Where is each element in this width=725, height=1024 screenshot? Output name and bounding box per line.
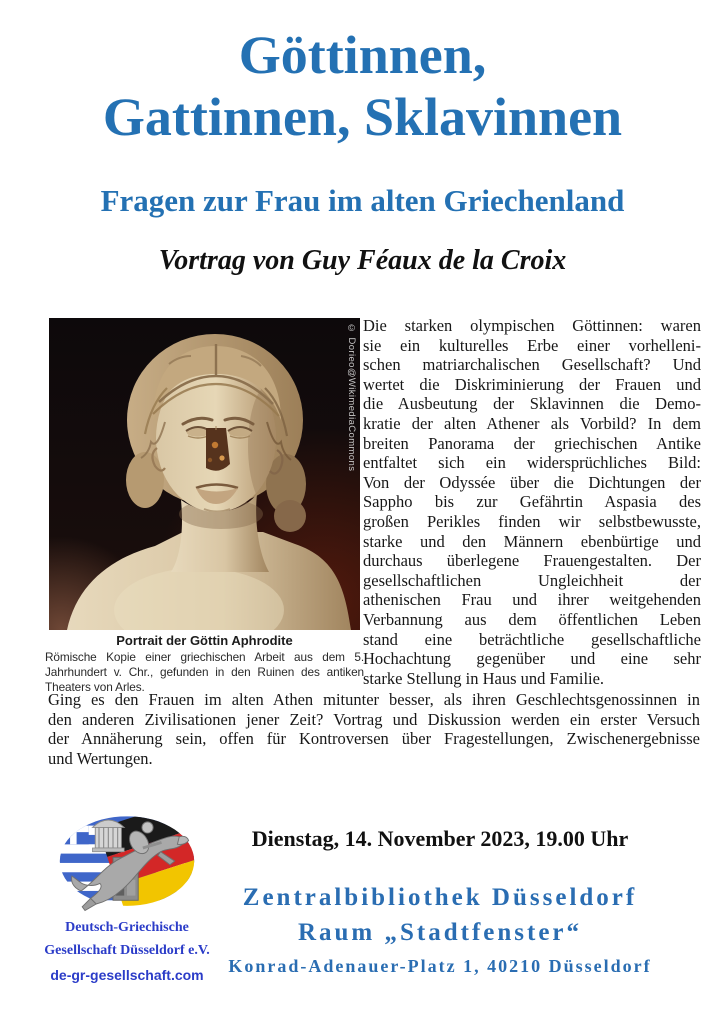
aphrodite-photo xyxy=(49,318,360,630)
body-line: breiten Panorama der griechischen Antike xyxy=(363,433,701,453)
subtitle: Fragen zur Frau im alten Griechenland xyxy=(100,183,625,218)
paragraph-line: der Annäherung sein, offen für Kontroversen über Fragestellungen, Zwischenergebnisse xyxy=(48,729,700,749)
title-line-2: Gattinnen, Sklavinnen xyxy=(102,87,623,147)
caption-text xyxy=(45,650,364,694)
body-line: kratie der alten Athener als Vorbild? In dem xyxy=(363,413,701,433)
paragraph-line: den anderen Zivilisationen jener Zeit? Vortrag und Diskussion werden ein erster Versuch xyxy=(48,709,700,729)
body-column xyxy=(363,316,701,688)
event-datetime: Dienstag, 14. November 2023, 19.00 Uhr xyxy=(251,826,629,851)
body-line: starke Stellung in Haus und Familie. xyxy=(363,668,605,688)
body-line: sie ein kulturelles Erbe einer vorhelleni- xyxy=(363,335,701,355)
body-line: wertet die Diskriminierung der Frauen und xyxy=(363,374,701,394)
lecture-title: Vortrag von Guy Féaux de la Croix xyxy=(158,245,567,276)
photo-credit: © Dorieo@WikimediaCommons xyxy=(346,323,357,472)
page-title xyxy=(0,24,725,148)
caption-title: Portrait der Göttin Aphrodite xyxy=(116,633,293,648)
caption-line: Römische Kopie einer griechischen Arbeit aus dem 5. xyxy=(45,650,364,664)
body-line: schen matriarchalischen Gesellschaft? Und xyxy=(363,355,701,375)
body-line: athenischen Frau und ihrer weitgehenden xyxy=(363,590,701,610)
paragraph-line: Ging es den Frauen im alten Athen mitunter besser, als ihren Geschlechtsgenossinnen in xyxy=(48,690,700,709)
body-line: durchaus überlegene Frauengestalten. Der xyxy=(363,551,701,571)
caption-line: Jahrhundert v. Chr., gefunden in den Ruinen des antiken xyxy=(45,664,364,679)
org-name-line2: Gesellschaft Düsseldorf e.V. xyxy=(44,943,210,958)
title-line-1: Göttinnen, xyxy=(238,25,487,85)
body-line: Von der Odyssée über die Dichtungen der xyxy=(363,472,701,492)
tower-icon xyxy=(92,820,124,852)
body-line: Verbannung aus dem öffentlichen Leben xyxy=(363,609,701,629)
org-name-line1: Deutsch-Griechische xyxy=(65,920,189,935)
body-line: Sappho bis zur Gefährtin Aspasia des xyxy=(363,492,701,512)
closing-paragraph xyxy=(48,690,700,768)
org-website-link[interactable]: de-gr-gesellschaft.com xyxy=(50,967,204,983)
venue-name: Zentralbibliothek Düsseldorf xyxy=(242,884,638,911)
body-line: entfaltet sich ein widersprüchliches Bild: xyxy=(363,453,701,473)
statue-artwork xyxy=(49,318,360,630)
body-line: großen Perikles finden wir selbstbewusste, xyxy=(363,511,701,531)
body-line: starke und den Männern ebenbürtige und xyxy=(363,531,701,551)
body-line: stand eine beträchtliche gesellschaftliche xyxy=(363,629,701,649)
paragraph-line: und Wertungen. xyxy=(48,748,153,768)
body-line: Hochachtung gegenüber und eine sehr xyxy=(363,649,701,669)
venue-room: Raum „Stadtfenster“ xyxy=(297,919,583,946)
body-line: gesellschaftlichen Ungleichheit der xyxy=(363,570,701,590)
photo-caption xyxy=(45,633,364,694)
venue-address: Konrad-Adenauer-Platz 1, 40210 Düsseldorf xyxy=(228,956,652,976)
body-line: die Ausbeutung der Sklavinnen die Demo- xyxy=(363,394,701,414)
caption-line: Theaters von Arles. xyxy=(45,679,145,694)
body-line: Die starken olympischen Göttinnen: waren xyxy=(363,316,701,335)
